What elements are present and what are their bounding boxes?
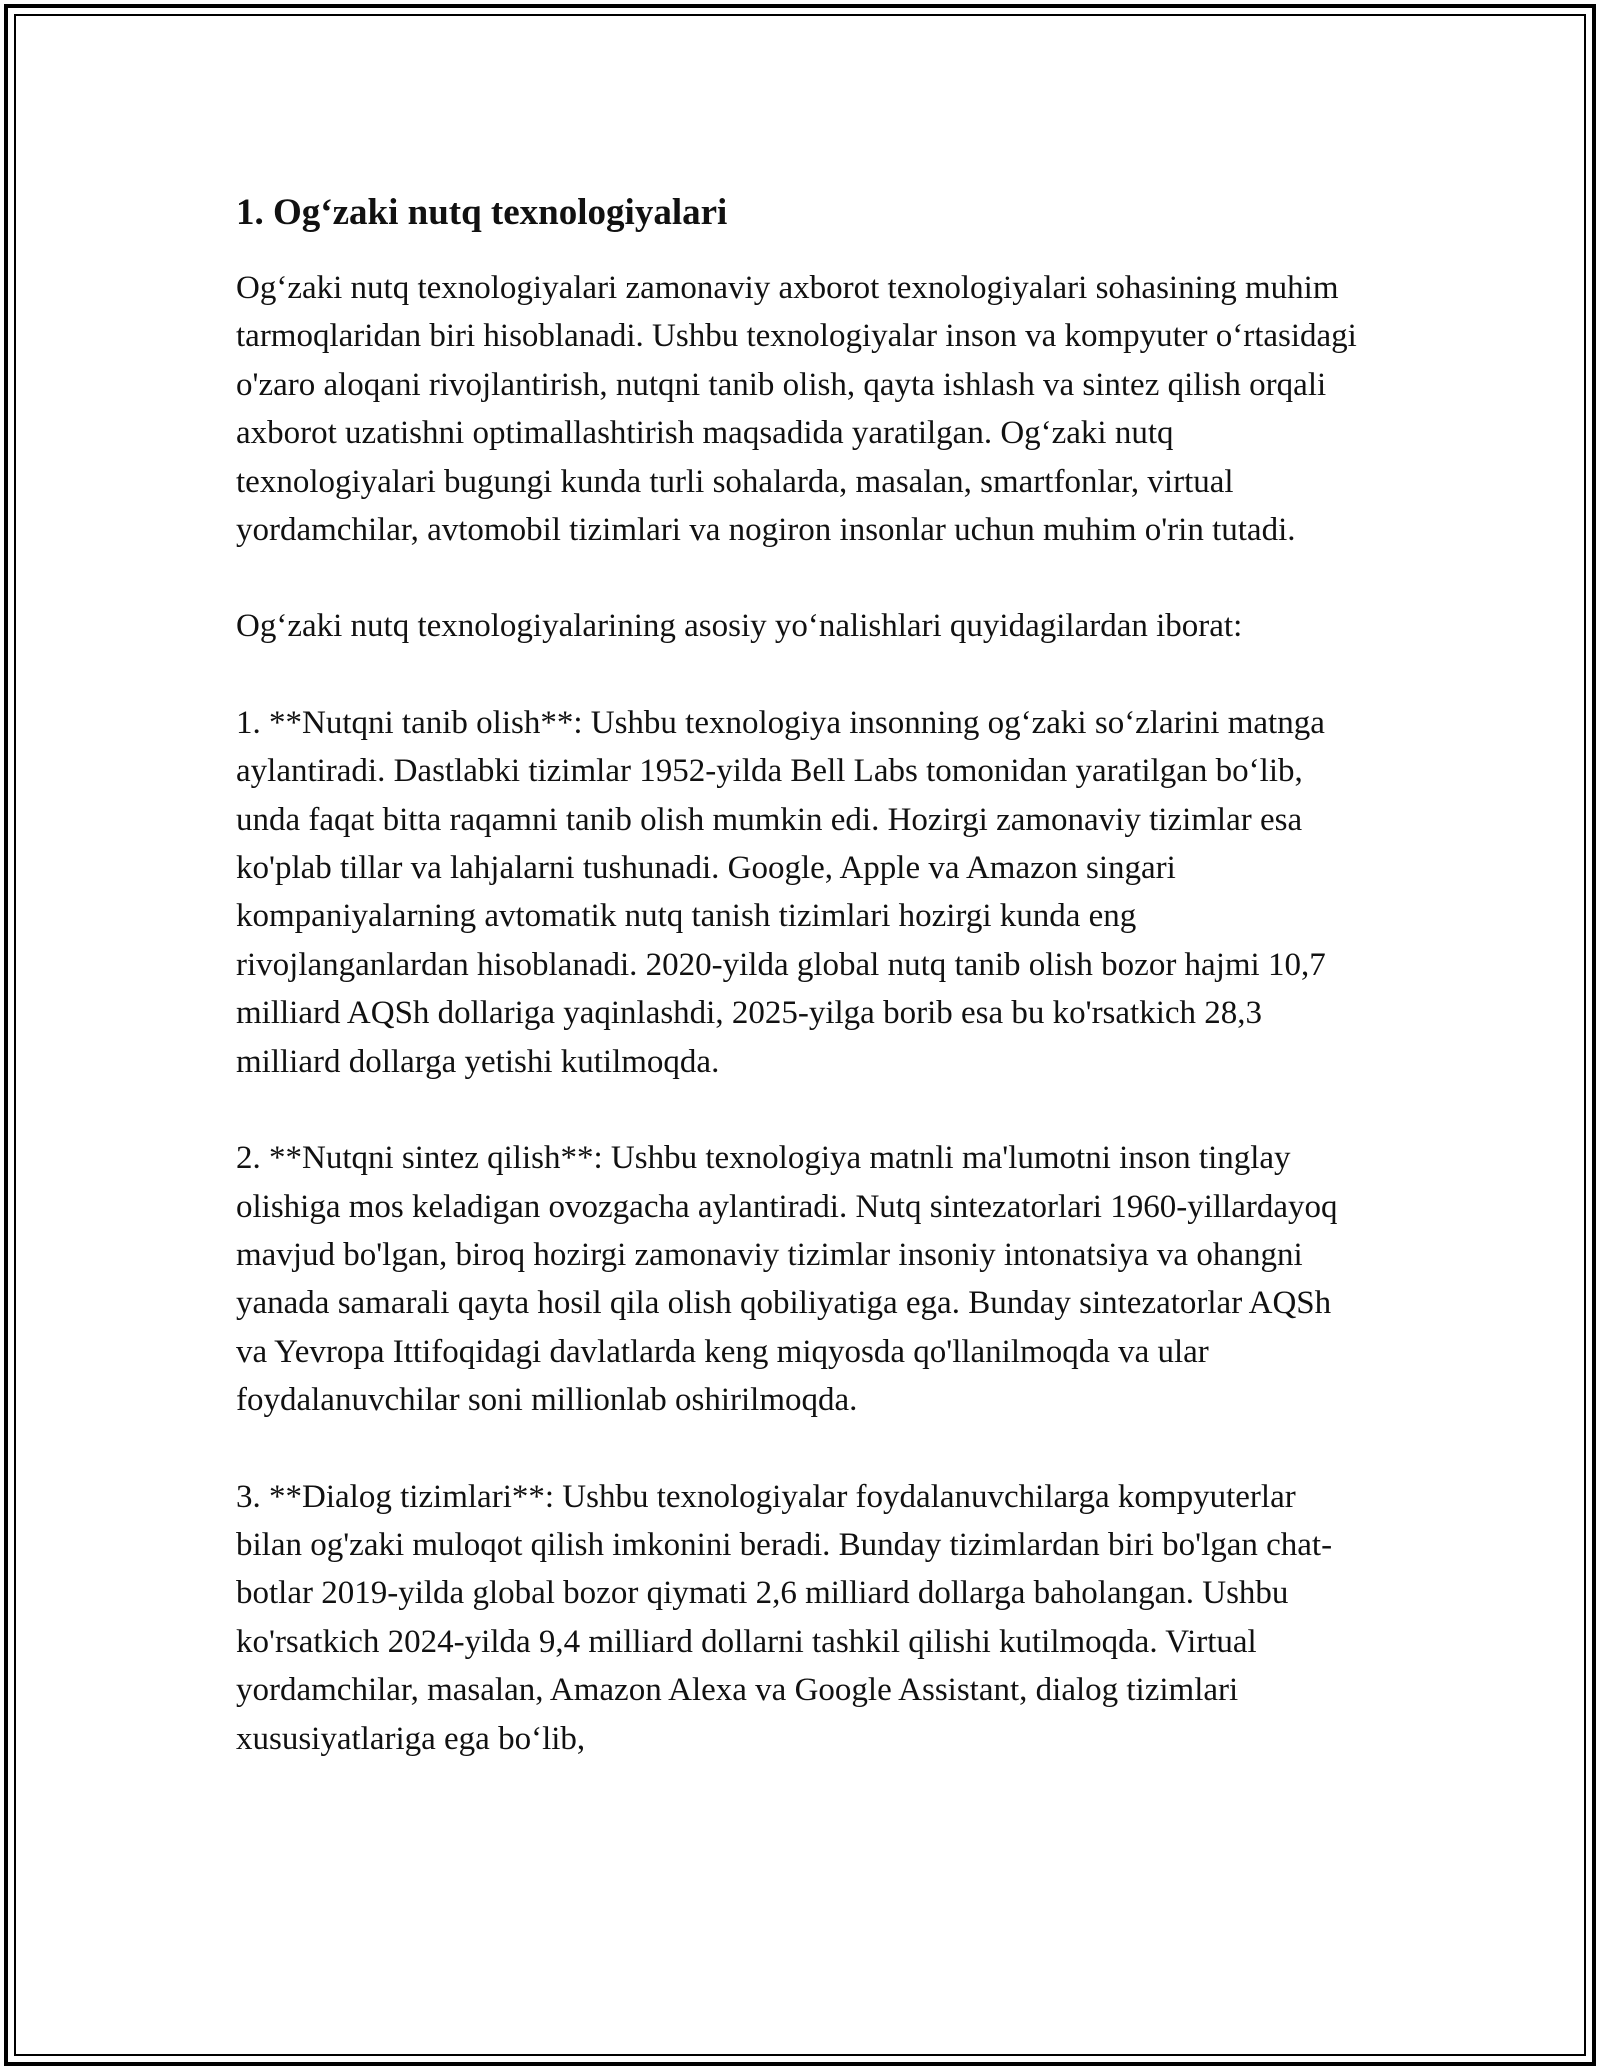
section-heading: 1. Og‘zaki nutq texnologiyalari [236,192,728,233]
paragraph-speech-recognition: 1. **Nutqni tanib olish**: Ushbu texnologiya insonning og‘zaki so‘zlarini matnga aylantiradi. Dastlabki tizimlar 1952-yilda Bell Labs tomonidan yaratilgan bo‘lib, unda faqat bitta raqamni tanib olish mumkin edi. Hozirgi zamonaviy tizimlar esa ko'plab tillar va lahjalarni tushunadi. Google, Apple va Amazon singari kompaniyalarning avtomatik nutq tanish tizimlari hozirgi kunda eng rivojlanganlardan hisoblanadi. 2020-yilda global nutq tanib olish bozor hajmi 10,7 milliard AQSh dollariga yaqinlashdi, 2025-yilga borib esa bu ko'rsatkich 28,3 milliard dollarga yetishi kutilmoqda. [236,704,1326,1080]
paragraph-dialog-systems: 3. **Dialog tizimlari**: Ushbu texnologiyalar foydalanuvchilarga kompyuterlar bilan og'zaki muloqot qilish imkonini beradi. Bunday tizimlardan biri bo'lgan chat-botlar 2019-yilda global bozor qiymati 2,6 milliard dollarga baholangan. Ushbu ko'rsatkich 2024-yilda 9,4 milliard dollarni tashkil qilishi kutilmoqda. Virtual yordamchilar, masalan, Amazon Alexa va Google Assistant, dialog tizimlari xususiyatlariga ega bo‘lib, [236,1478,1333,1757]
document-body [236,188,1366,1811]
paragraph-speech-synthesis: 2. **Nutqni sintez qilish**: Ushbu texnologiya matnli ma'lumotni inson tinglay olishiga mos keladigan ovozgacha aylantiradi. Nutq sintezatorlari 1960-yillardayoq mavjud bo'lgan, biroq hozirgi zamonaviy tizimlar insoniy intonatsiya va ohangni yanada samarali qayta hosil qila olish qobiliyatiga ega. Bunday sintezatorlar AQSh va Yevropa Ittifoqidagi davlatlarda keng miqyosda qo'llanilmoqda va ular foydalanuvchilar soni millionlab oshirilmoqda. [236,1140,1338,1419]
paragraph-intro: Og‘zaki nutq texnologiyalari zamonaviy axborot texnologiyalari sohasining muhim tarmoqlaridan biri hisoblanadi. Ushbu texnologiyalar inson va kompyuter o‘rtasidagi o'zaro aloqani rivojlantirish, nutqni tanib olish, qayta ishlash va sintez qilish orqali axborot uzatishni optimallashtirish maqsadida yaratilgan. Og‘zaki nutq texnologiyalari bugungi kunda turli sohalarda, masalan, smartfonlar, virtual yordamchilar, avtomobil tizimlari va nogiron insonlar uchun muhim o'rin tutadi. [236,270,1357,549]
paragraph-directions: Og‘zaki nutq texnologiyalarining asosiy yo‘nalishlari quyidagilardan iborat: [236,608,1243,645]
